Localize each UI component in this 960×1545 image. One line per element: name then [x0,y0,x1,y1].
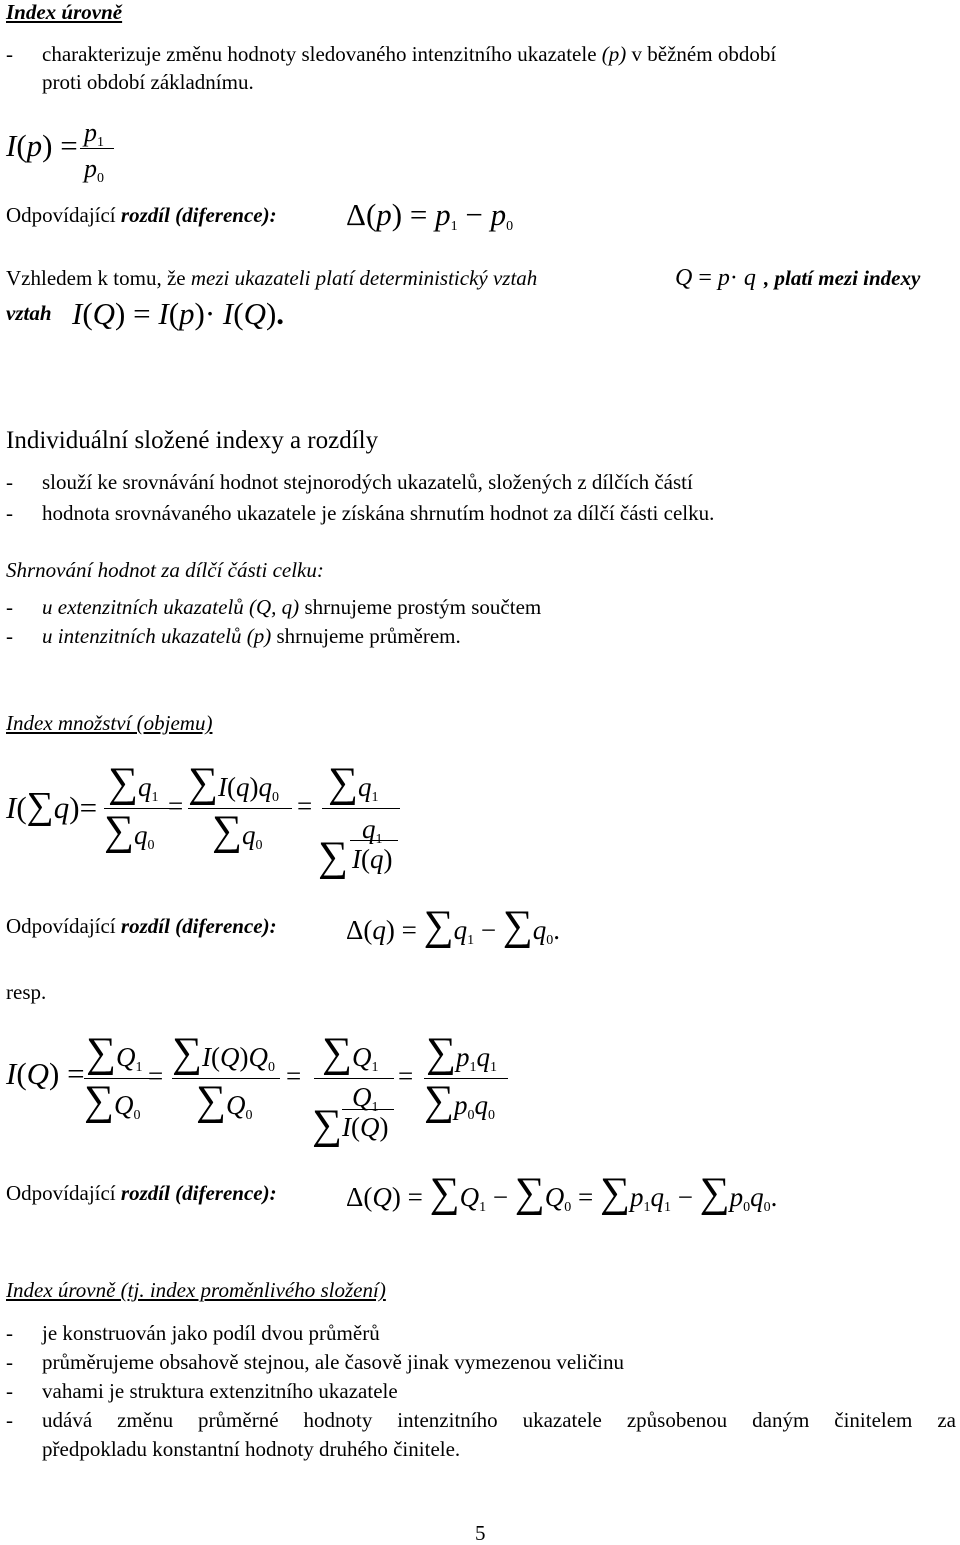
formula-index-Q-lhs: I(Q) = [6,1056,85,1091]
fraction2-denominator: $\sum q_0$ [212,808,263,854]
fractionQ4-numerator: $\sum p_1q_1$ [426,1030,497,1076]
bullet-dash: - [6,42,13,66]
equals-sign: = [168,791,184,821]
bullet-dash: - [6,501,13,525]
fractionQ4-denominator: $\sum p_0q_0$ [424,1078,495,1124]
summary-heading: Shrnování hodnot za dílčí části celku: [6,558,324,582]
formula-numerator: $p_1$ [84,118,104,150]
relation-line1: Vzhledem k tomu, že mezi ukazateli platí deterministický vztah [6,266,538,290]
resp-label: resp. [6,980,47,1004]
bullet-dash: - [6,1350,13,1374]
fraction3-numerator: $\sum q_1$ [328,760,379,806]
formula-difference-Q: $\Delta(Q) = \sum Q_1 - \sum Q_0 = \sum p_1q_1 - \sum p_0q_0$. [346,1170,778,1216]
bullet-dash: - [6,1408,13,1432]
formula-relation-index: I(Q) = I(p)· I(Q). [72,296,285,331]
fractionQ3-inner-numerator: $Q_1$ [352,1082,379,1115]
formula-index-q-lhs: I(∑q)= [6,785,98,827]
formula-difference-p: $\Delta(p) = p_1 - p_0$ [346,197,514,234]
fraction2-numerator: $\sum I(q)q_0$ [188,760,279,806]
fractionQ1-denominator: $\sum Q_0$ [84,1078,141,1124]
fractionQ3-denominator-sigma: ∑ [312,1102,342,1148]
bullet-dash: - [6,1321,13,1345]
section-heading-index-mnozstvi: Index množství (objemu) [6,711,213,735]
fraction-bar [350,840,398,841]
fraction1-denominator: $\sum q_0$ [104,808,155,854]
bullet-dash: - [6,624,13,648]
equals-sign: = [398,1061,414,1091]
difference-label: Odpovídající rozdíl (diference): [6,1181,277,1205]
fractionQ3-numerator: $\sum Q_1$ [322,1030,379,1076]
relation-line2-label: vztah [6,301,52,325]
equals-sign: = [286,1061,302,1091]
page-number: 5 [475,1521,486,1545]
bullet-text-line1: charakterizuje změnu hodnoty sledovaného intenzitního ukazatele (p) v běžném období [42,42,777,66]
fraction-bar [322,808,400,809]
section-heading-index-urovne: Index úrovně [6,0,123,24]
bullet-dash: - [6,470,13,494]
fraction-bar [342,1109,394,1110]
bullet-text-line2: proti období základnímu. [42,70,254,94]
fraction1-numerator: $\sum q_1$ [108,760,159,806]
bullet-text: vahami je struktura extenzitního ukazatele [42,1379,398,1403]
relation-line1-end: , platí mezi indexy [764,266,921,290]
difference-label: Odpovídající rozdíl (diference): [6,203,277,227]
summary-item-intenzitni: u intenzitních ukazatelů (p) shrnujeme průměrem. [42,624,461,648]
bullet-text: hodnota srovnávaného ukazatele je získána shrnutím hodnot za dílčí části celku. [42,501,715,525]
fraction3-denominator-sigma: ∑ [318,834,348,880]
bullet-text-continuation: předpokladu konstantní hodnoty druhého činitele. [42,1437,461,1461]
fraction3-inner-denominator: I(q) [352,844,393,874]
fraction-bar [80,148,114,149]
fractionQ2-numerator: $\sum I(Q)Q_0$ [172,1030,275,1076]
summary-item-extenzitni: u extenzitních ukazatelů (Q, q) shrnujeme prostým součtem [42,595,542,619]
formula-denominator: $p_0$ [84,154,104,186]
fractionQ3-inner-denominator: I(Q) [342,1112,389,1142]
fraction3-inner-numerator: $q_1$ [362,814,383,847]
difference-label: Odpovídající rozdíl (diference): [6,914,277,938]
formula-index-p-lhs: I(p) = [6,128,78,163]
equals-sign: = [148,1061,164,1091]
equals-sign: = [297,791,313,821]
fraction-bar [172,1078,280,1079]
section-heading-index-promenliveho: Index úrovně (tj. index proměnlivého složení) [6,1278,386,1302]
bullet-text: průměrujeme obsahově stejnou, ale časově jinak vymezenou veličinu [42,1350,624,1374]
bullet-text: udává změnu průměrné hodnoty intenzitního ukazatele způsobenou daným činitelem za [42,1408,956,1432]
bullet-dash: - [6,595,13,619]
fractionQ2-denominator: $\sum Q_0$ [196,1078,253,1124]
formula-difference-q: $\Delta(q) = \sum q_1 - \sum q_0$. [346,903,560,949]
formula-relation-Q: Q = p· q [675,265,756,291]
bullet-dash: - [6,1379,13,1403]
bullet-text: slouží ke srovnávání hodnot stejnorodých ukazatelů, složených z dílčích částí [42,470,693,494]
bullet-text: je konstruován jako podíl dvou průměrů [42,1321,380,1345]
fraction-bar [314,1078,394,1079]
fractionQ1-numerator: $\sum Q_1$ [86,1030,143,1076]
section-heading-individualni: Individuální složené indexy a rozdíly [6,427,379,454]
